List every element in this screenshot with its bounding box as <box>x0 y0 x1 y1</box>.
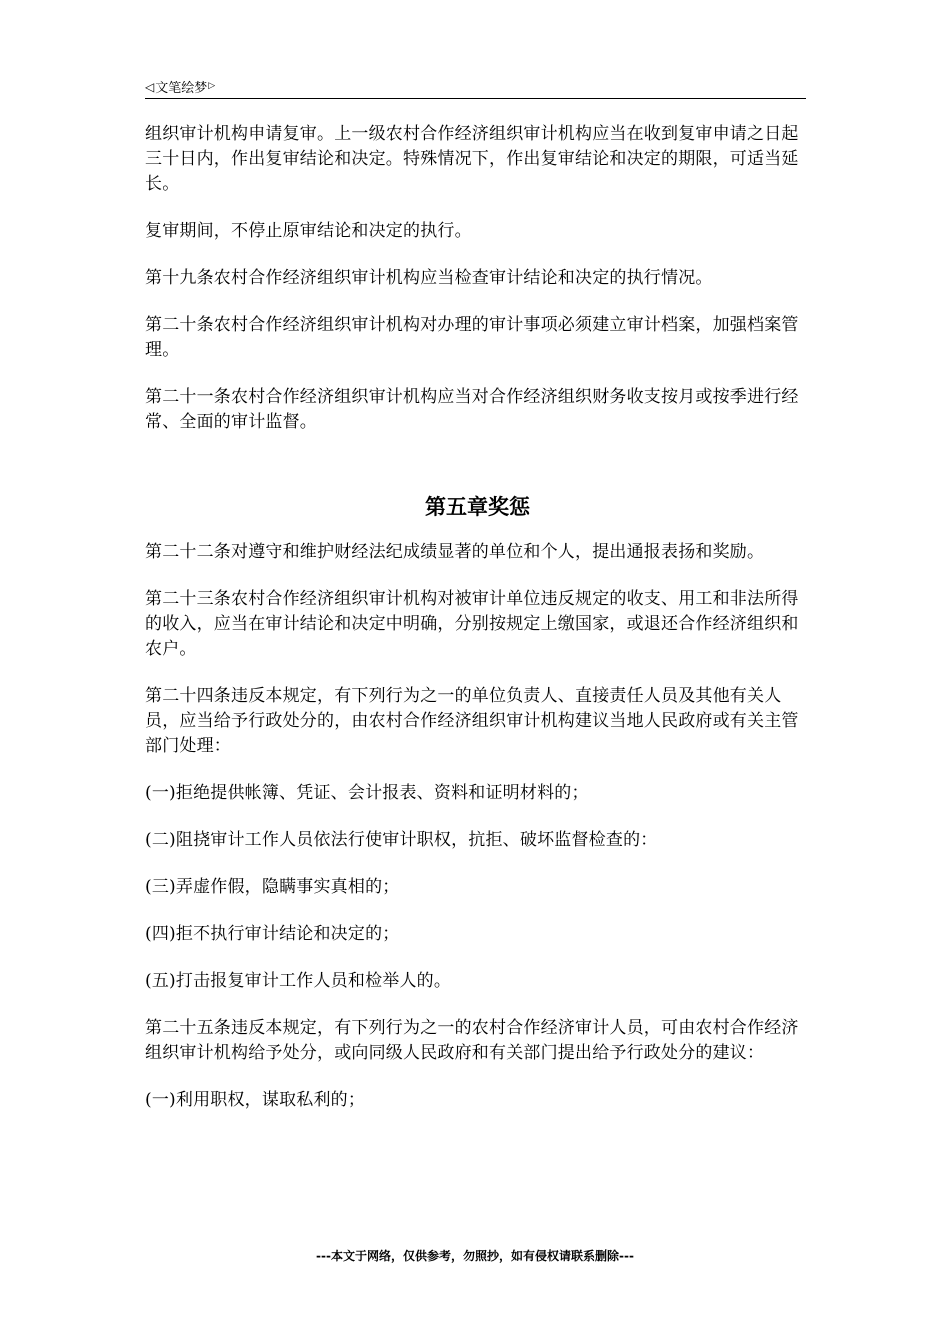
paragraph: 第二十三条农村合作经济组织审计机构对被审计单位违反规定的收支、用工和非法所得的收入，应当在审计结论和决定中明确，分别按规定上缴国家，或退还合作经济组织和农户。 <box>145 589 799 659</box>
paragraph: 第十九条农村合作经济组织审计机构应当检查审计结论和决定的执行情况。 <box>145 268 713 288</box>
paragraph: 第二十二条对遵守和维护财经法纪成绩显著的单位和个人，提出通报表扬和奖励。 <box>145 542 765 562</box>
list-item: (五)打击报复审计工作人员和检举人的。 <box>145 971 452 991</box>
right-triangle-icon: ▷ <box>208 81 216 91</box>
paragraph: 第二十五条违反本规定，有下列行为之一的农村合作经济审计人员，可由农村合作经济组织审计机构给予处分，或向同级人民政府和有关部门提出给予行政处分的建议： <box>145 1018 799 1063</box>
paragraph: 第二十四条违反本规定，有下列行为之一的单位负责人、直接责任人员及其他有关人员，应当给予行政处分的，由农村合作经济组织审计机构建议当地人民政府或有关主管部门处理： <box>145 686 799 756</box>
left-triangle-icon: ◁ <box>145 79 155 94</box>
paragraph: 复审期间，不停止原审结论和决定的执行。 <box>145 221 472 241</box>
list-item: (一)拒绝提供帐簿、凭证、会计报表、资料和证明材料的； <box>145 783 589 803</box>
brand-logo <box>145 77 215 96</box>
chapter-title: 第五章奖惩 <box>425 495 530 519</box>
list-item: (二)阻挠审计工作人员依法行使审计职权，抗拒、破坏监督检查的： <box>145 830 658 850</box>
paragraph: 第二十条农村合作经济组织审计机构对办理的审计事项必须建立审计档案，加强档案管理。 <box>145 315 799 360</box>
brand-name: 文笔绘梦 <box>155 81 208 96</box>
list-item: (三)弄虚作假，隐瞒事实真相的； <box>145 877 400 897</box>
page-footer: ---本文于网络，仅供参考，勿照抄，如有侵权请联系删除--- <box>316 1249 634 1263</box>
paragraph: 第二十一条农村合作经济组织审计机构应当对合作经济组织财务收支按月或按季进行经常、全面的审计监督。 <box>145 387 799 432</box>
document-body <box>145 122 810 1135</box>
page-header <box>145 74 806 99</box>
list-item: (一)利用职权，谋取私利的； <box>145 1090 366 1110</box>
list-item: (四)拒不执行审计结论和决定的； <box>145 924 400 944</box>
paragraph: 组织审计机构申请复审。上一级农村合作经济组织审计机构应当在收到复审申请之日起三十日内，作出复审结论和决定。特殊情况下，作出复审结论和决定的期限，可适当延长。 <box>145 124 799 194</box>
